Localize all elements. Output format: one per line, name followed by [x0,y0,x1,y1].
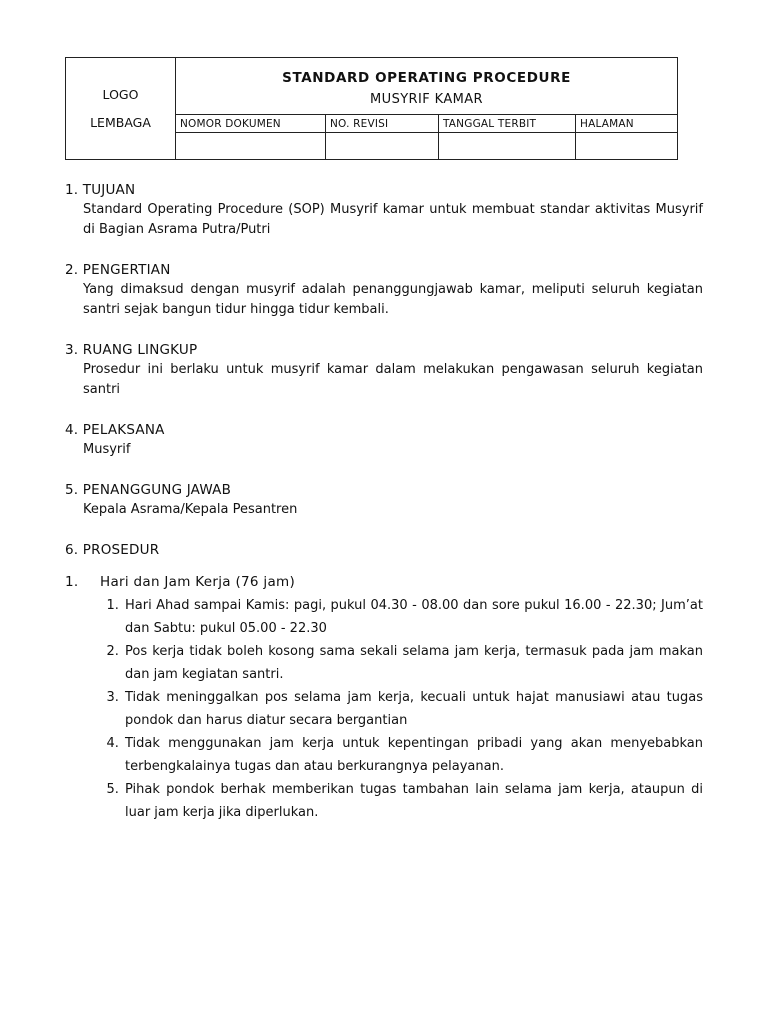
procedure-item-list [65,594,703,824]
document-title: STANDARD OPERATING PROCEDURE [282,69,571,86]
list-item: 4. Tidak menggunakan jam kerja untuk kepentingan pribadi yang akan menyebabkan terbengkalainya tugas dan atau berkurangnya pelayanan. [123,732,703,778]
procedure-subheading-number: 1. [65,574,79,590]
list-item: 2. Pos kerja tidak boleh kosong sama sekali selama jam kerja, termasuk pada jam makan dan jam kegiatan santri. [123,640,703,686]
section-purpose [65,180,705,240]
document-subtitle: MUSYRIF KAMAR [370,91,483,107]
list-item: 1. Hari Ahad sampai Kamis: pagi, pukul 04.30 - 08.00 dan sore pukul 16.00 - 22.30; Jum’at dan Sabtu: pukul 05.00 - 22.30 [123,594,703,640]
section-title: 3. RUANG LINGKUP [65,342,198,358]
column-revision-number: NO. REVISI [326,115,439,133]
section-body: Musyrif [83,442,131,457]
section-title: 2. PENGERTIAN [65,262,171,278]
issue-date-value-cell [439,133,576,160]
institution-label: LEMBAGA [90,114,151,130]
section-body: Prosedur ini berlaku untuk musyrif kamar dalam melakukan pengawasan seluruh kegiatan santri [83,362,703,397]
section-body: Yang dimaksud dengan musyrif adalah penanggungjawab kamar, meliputi seluruh kegiatan santri sejak bangun tidur hingga tidur kembali. [83,282,703,317]
section-scope [65,340,705,400]
section-definition [65,260,705,320]
section-responsible [65,480,705,520]
section-executor [65,420,705,460]
section-title: 4. PELAKSANA [65,422,165,438]
list-item: 3. Tidak meninggalkan pos selama jam kerja, kecuali untuk hajat manusiawi atau tugas pondok dan harus diatur secara bergantian [123,686,703,732]
section-body: Kepala Asrama/Kepala Pesantren [83,502,298,517]
document-number-value-cell [176,133,326,160]
document-header-table [65,57,678,160]
document-body [65,180,705,844]
logo-cell [66,58,176,160]
column-document-number: NOMOR DOKUMEN [176,115,326,133]
column-page: HALAMAN [576,115,678,133]
title-cell [176,58,678,115]
revision-number-value-cell [326,133,439,160]
list-item: 5. Pihak pondok berhak memberikan tugas tambahan lain selama jam kerja, ataupun di luar jam kerja jika diperlukan. [123,778,703,824]
section-procedure [65,540,705,824]
section-body: Standard Operating Procedure (SOP) Musyrif kamar untuk membuat standar aktivitas Musyrif di Bagian Asrama Putra/Putri [83,202,703,237]
section-title: 5. PENANGGUNG JAWAB [65,482,232,498]
column-issue-date: TANGGAL TERBIT [439,115,576,133]
section-title: 6. PROSEDUR [65,542,160,558]
logo-label: LOGO [102,86,139,102]
procedure-subheading-text: Hari dan Jam Kerja (76 jam) [100,574,296,590]
page-value-cell [576,133,678,160]
section-title: 1. TUJUAN [65,182,136,198]
procedure-subheading [65,572,705,592]
